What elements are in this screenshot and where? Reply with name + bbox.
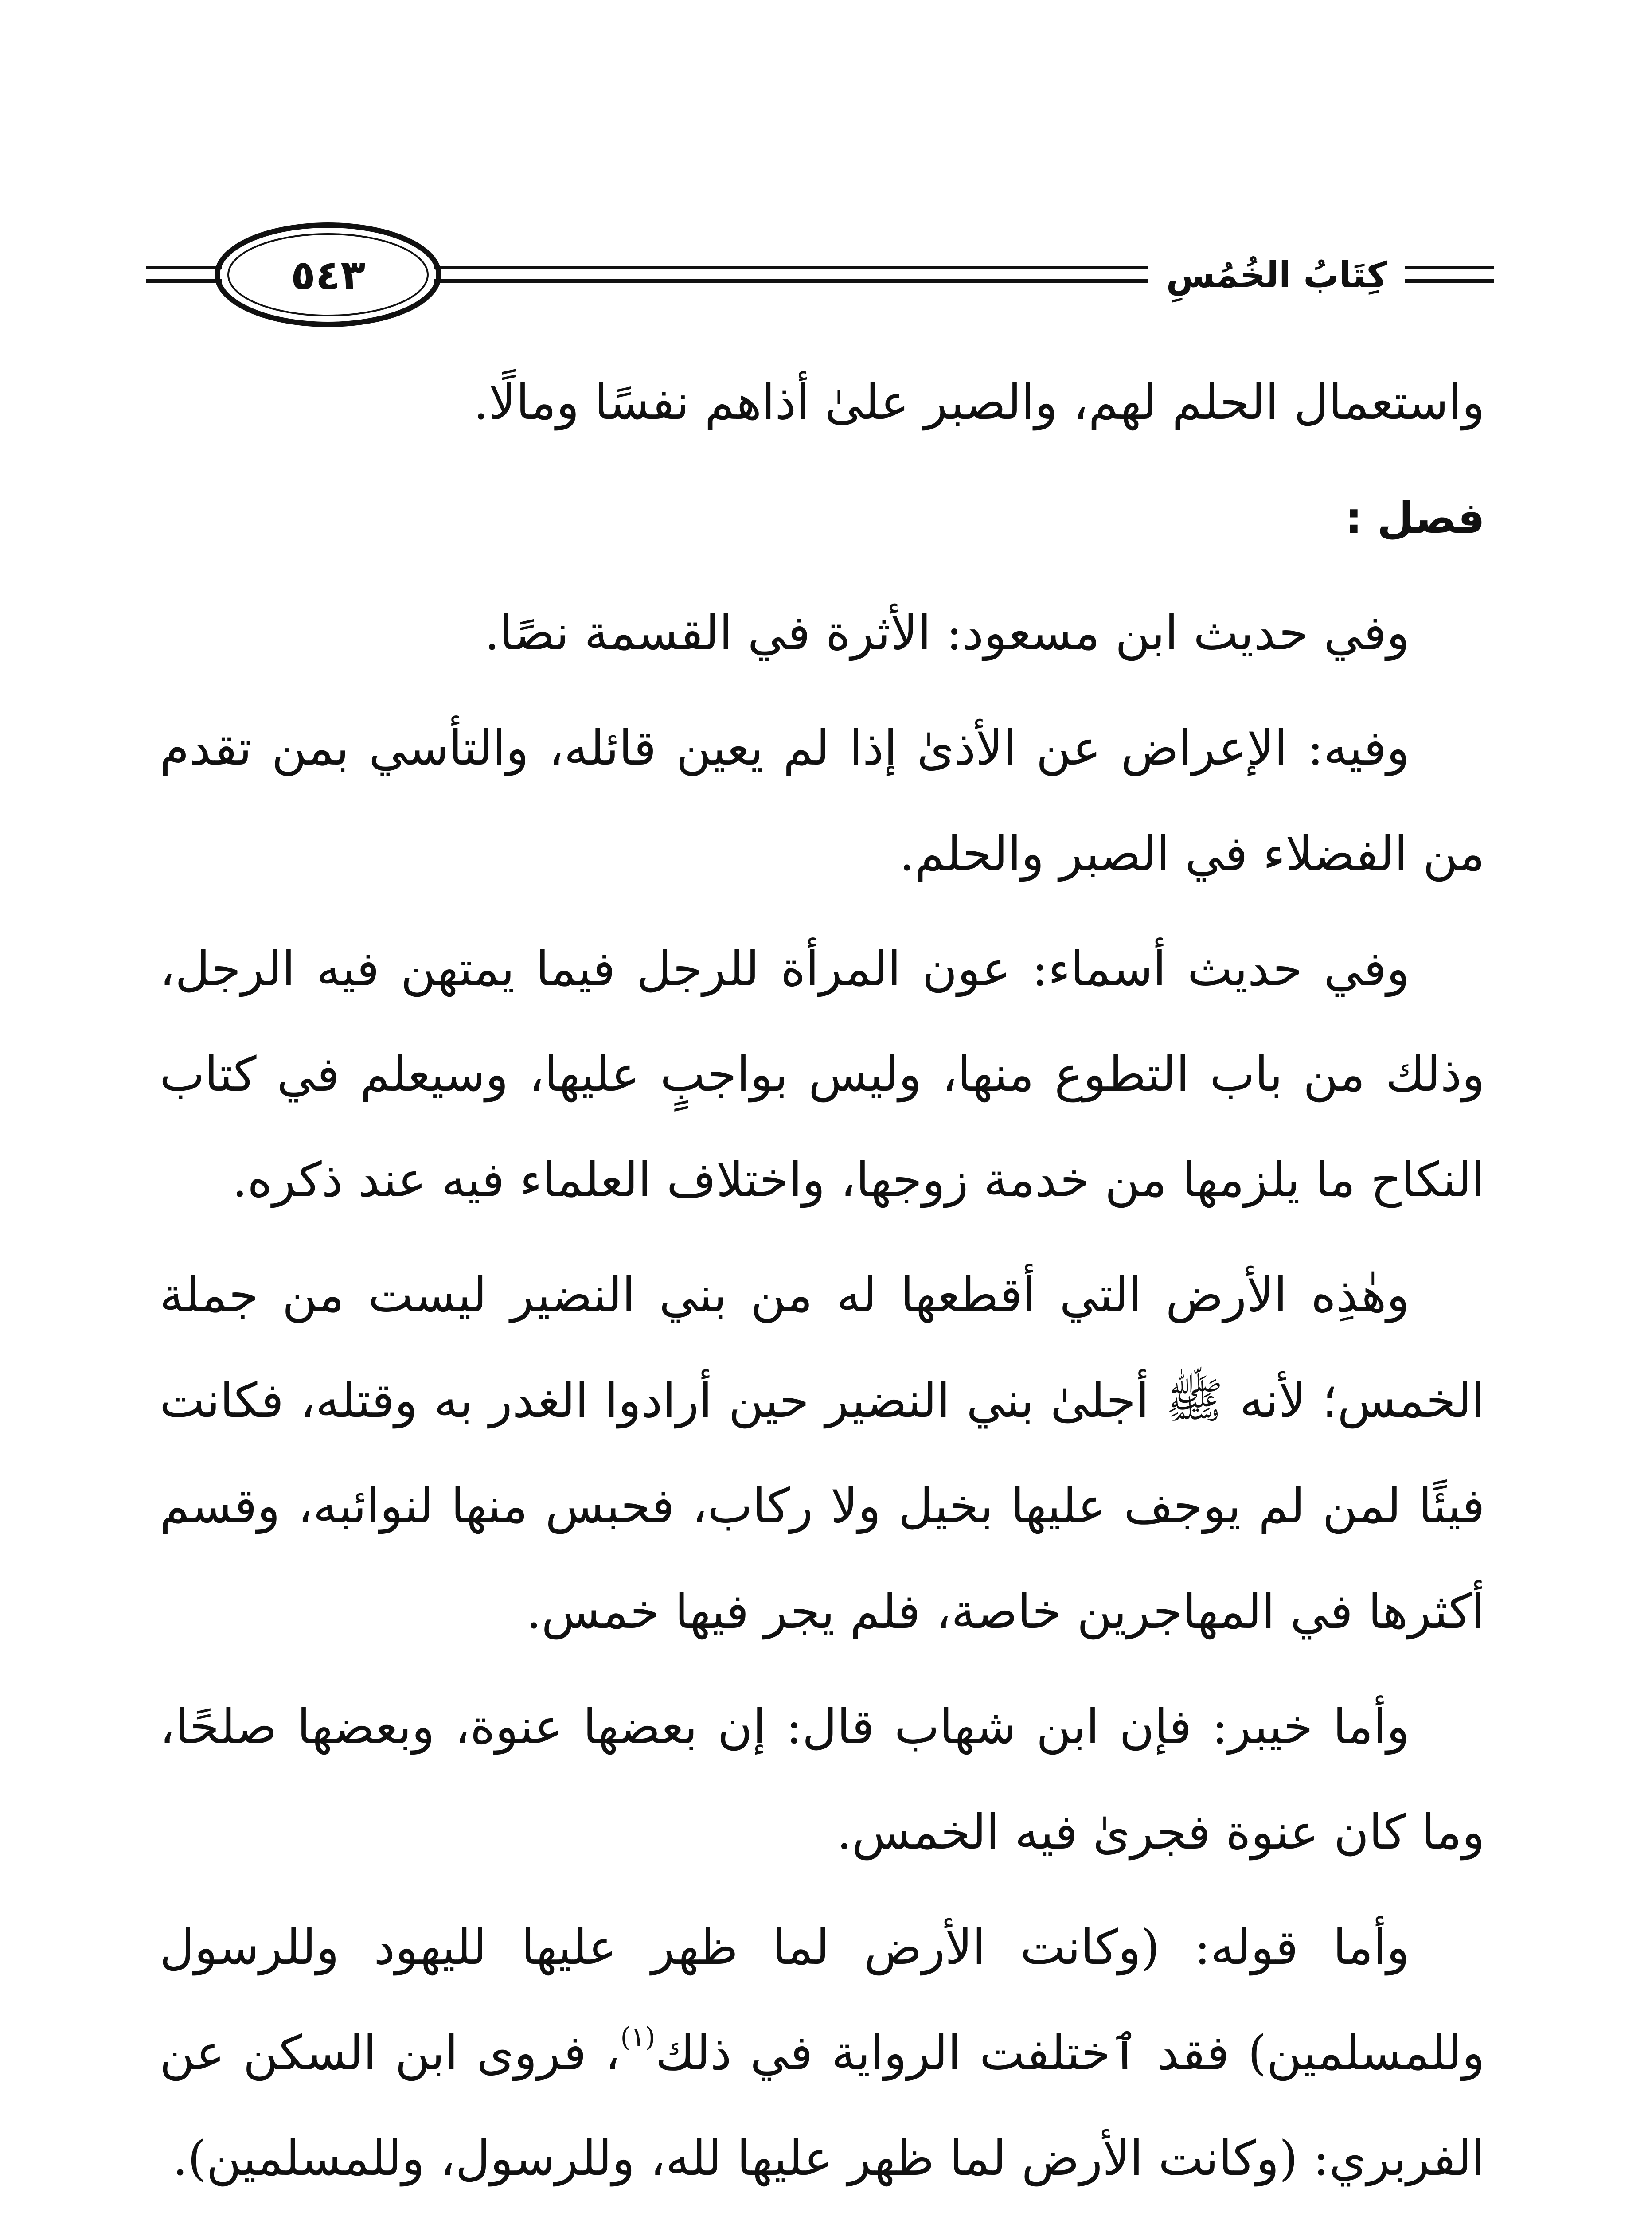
paragraph-6: وأما خيبر: فإن ابن شهاب قال: إن بعضها عنوة، وبعضها صلحًا، وما كان عنوة فجرىٰ فيه الخمس. (160, 1699, 1485, 1860)
page-number-frame (213, 222, 443, 328)
page-header (146, 222, 1494, 328)
paragraph-7-text-end: ، فروى ابن السكن عن الفربري: (وكانت الأرض لما ظهر عليها لله، وللرسول، وللمسلمين). (160, 2025, 1485, 2186)
section-heading: فصل : (1345, 493, 1485, 543)
footnote-reference[interactable]: (١) (620, 2022, 656, 2053)
paragraph-4: وفي حديث أسماء: عون المرأة للرجل فيما يمتهن فيه الرجل، وذلك من باب التطوع منها، وليس بواجبٍ عليها، وسيعلم في كتاب النكاح ما يلزمها من خدمة زوجها، واختلاف العلماء فيه عند ذكره. (160, 941, 1485, 1208)
paragraph-7-text-start: وأما قوله: (وكانت الأرض لما ظهر عليها لليهود وللرسول وللمسلمين) فقد ٱختلفت الرواية في ذلك (160, 1920, 1485, 2081)
paragraph-1: واستعمال الحلم لهم، والصبر علىٰ أذاهم نفسًا ومالًا. (473, 375, 1485, 430)
page-number: ٥٤٣ (290, 251, 366, 299)
header-rule-left-top (146, 266, 222, 269)
chapter-title: كِتَابُ الخُمُسِ (1148, 239, 1405, 310)
paragraph-7 (160, 1895, 1485, 2212)
paragraph-2: وفي حديث ابن مسعود: الأثرة في القسمة نصًا. (484, 605, 1410, 661)
header-rule-right-bottom (1414, 279, 1494, 283)
paragraph-5: وهٰذِه الأرض التي أقطعها له من بني النضير ليست من جملة الخمس؛ لأنه ﷺ أجلىٰ بني النضير حين أرادوا الغدر به وقتله، فكانت فيئًا لمن لم يوجف عليها بخيل ولا ركاب، فحبس منها لنوائبه، وقسم أكثرها في المهاجرين خاصة، فلم يجر فيها خمس. (160, 1268, 1485, 1639)
header-rule-right-top (1414, 266, 1494, 269)
header-rule-left-bottom (146, 279, 222, 283)
body-text (160, 350, 1485, 2216)
paragraph-3: وفيه: الإعراض عن الأذىٰ إذا لم يعين قائله، والتأسي بمن تقدم من الفضلاء في الصبر والحلم. (160, 721, 1485, 882)
